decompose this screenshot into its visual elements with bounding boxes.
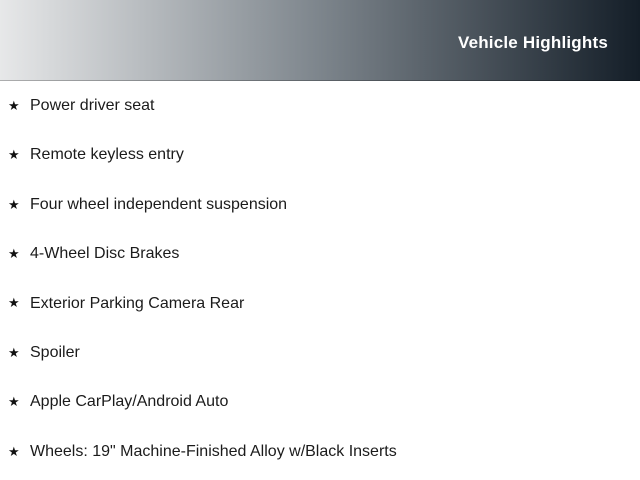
star-icon: ★ [8,97,20,113]
star-icon: ★ [8,344,20,360]
list-item [0,377,640,426]
list-item [0,427,640,476]
list-item [0,279,640,328]
list-item-label: Remote keyless entry [30,146,184,164]
list-item-label: Four wheel independent suspension [30,195,288,213]
header-banner [0,0,640,81]
highlights-list [0,81,640,476]
star-icon: ★ [8,246,20,262]
list-item [0,130,640,179]
star-icon: ★ [8,394,20,410]
list-item [0,229,640,278]
page-title: Vehicle Highlights [457,32,608,52]
list-item-label: 4-Wheel Disc Brakes [30,245,180,263]
list-item [0,328,640,377]
list-item-label: Exterior Parking Camera Rear [30,294,245,312]
star-icon: ★ [8,443,20,459]
list-item-label: Spoiler [30,344,80,362]
list-item [0,81,640,130]
list-item-label: Wheels: 19" Machine-Finished Alloy w/Black Inserts [30,442,397,460]
star-icon: ★ [8,196,20,212]
list-item [0,180,640,229]
list-item-label: Apple CarPlay/Android Auto [30,393,229,411]
star-icon: ★ [8,147,20,163]
star-icon: ★ [8,295,20,311]
list-item-label: Power driver seat [30,97,155,115]
